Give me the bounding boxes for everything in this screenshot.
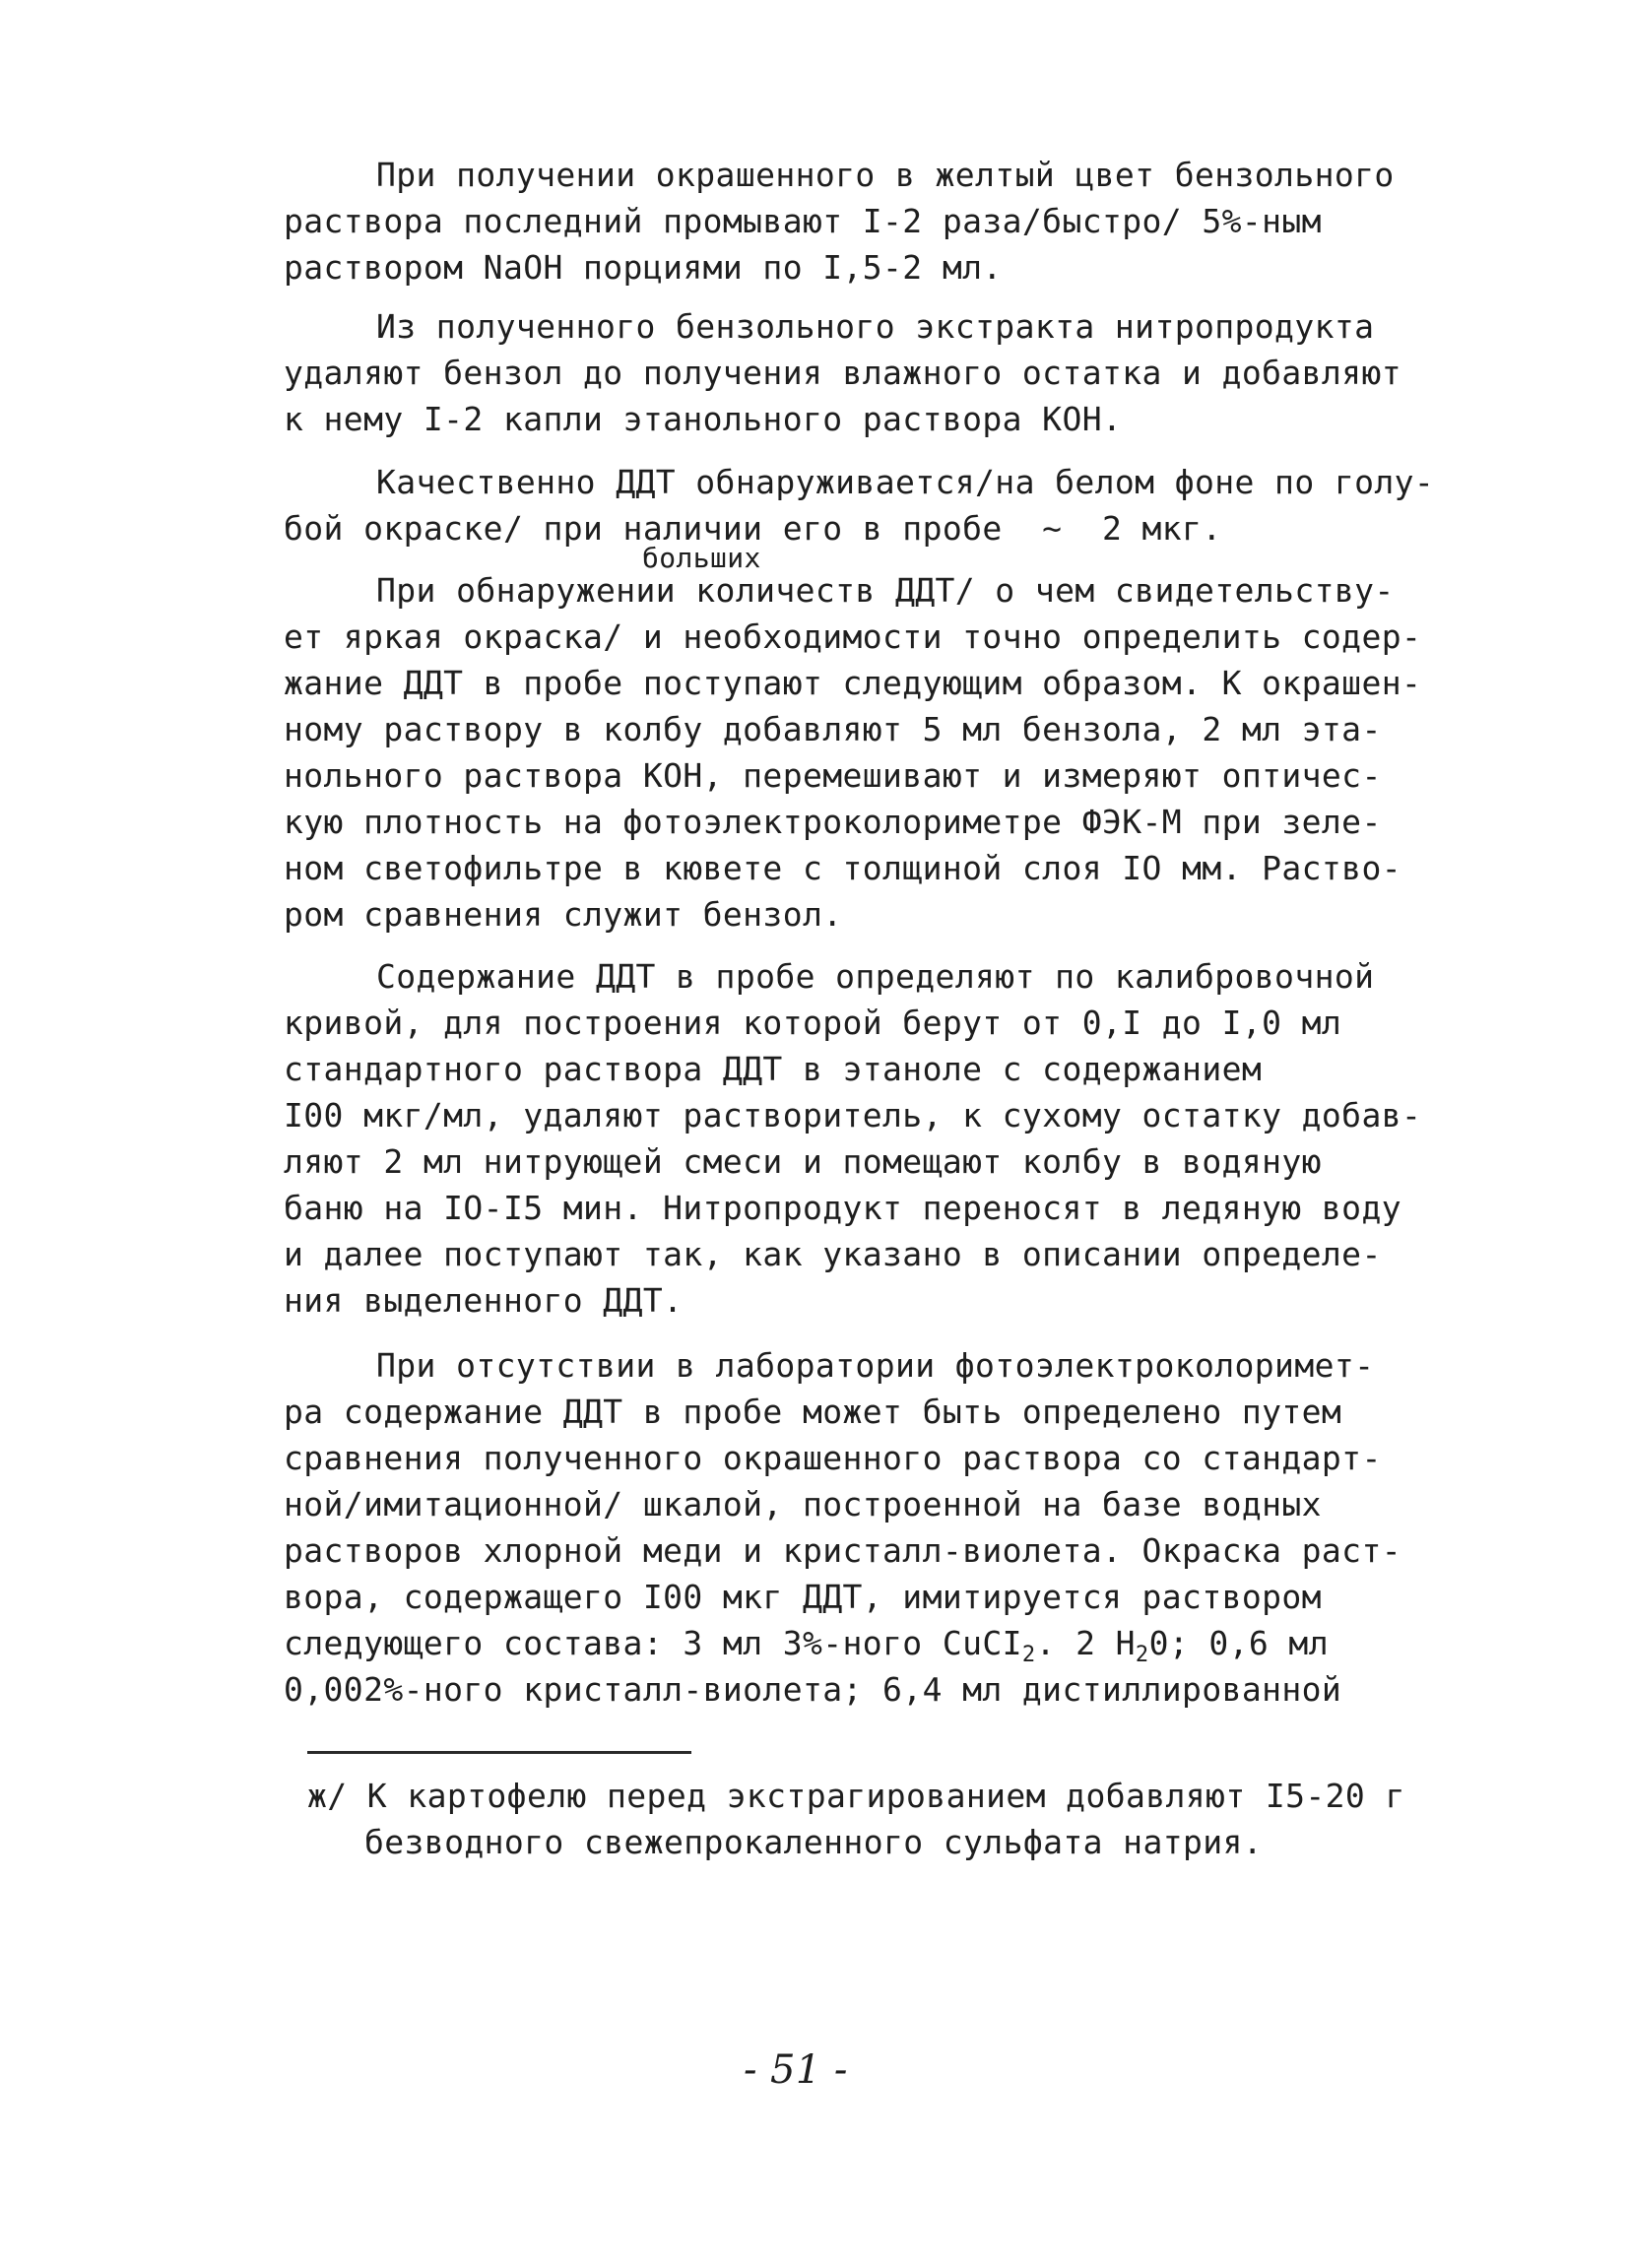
- paragraph-5-line-7: и далее поступают так, как указано в описании определе-: [284, 1235, 1382, 1273]
- paragraph-5-line-1: Содержание ДДТ в пробе определяют по калибровочной: [376, 957, 1375, 996]
- paragraph-3-line-2: бой окраске/ при наличии его в пробе ~ 2 мкг.: [284, 509, 1222, 548]
- footnote-line-2: безводного свежепрокаленного сульфата натрия.: [364, 1823, 1264, 1861]
- subscript-2-water: 2: [1135, 1643, 1149, 1667]
- paragraph-4-line-1: При обнаружении количеств ДДТ/ о чем свидетельству-: [376, 571, 1395, 610]
- paragraph-1-line-3: раствором NaOH порциями по I,5-2 мл.: [284, 248, 1003, 287]
- paragraph-6-line-8: 0,002%-ного кристалл-виолета; 6,4 мл дистиллированной: [284, 1670, 1342, 1709]
- paragraph-5-line-2: кривой, для построения которой берут от 0,I до I,0 мл: [284, 1004, 1342, 1042]
- formula-text-b: . 2 H: [1035, 1624, 1136, 1662]
- paragraph-2-line-3: к нему I-2 капли этанольного раствора КОН.: [284, 400, 1123, 438]
- paragraph-6-line-5: растворов хлорной меди и кристалл-виолета. Окраска раст-: [284, 1531, 1401, 1570]
- paragraph-4-line-4: ному раствору в колбу добавляют 5 мл бензола, 2 мл эта-: [284, 710, 1382, 748]
- paragraph-4-line-8: ром сравнения служит бензол.: [284, 895, 843, 934]
- footnote-line-1: ж/ К картофелю перед экстрагированием добавляют I5-20 г: [307, 1777, 1405, 1815]
- paragraph-5-line-4: I00 мкг/мл, удаляют растворитель, к сухому остатку добав-: [284, 1096, 1422, 1134]
- paragraph-1-line-1: При получении окрашенного в желтый цвет бензольного: [376, 156, 1395, 194]
- paragraph-5-line-5: ляют 2 мл нитрующей смеси и помещают колбу в водяную: [284, 1142, 1322, 1181]
- paragraph-6-line-7: [284, 1622, 1329, 1665]
- paragraph-4-line-7: ном светофильтре в кювете с толщиной слоя IO мм. Раство-: [284, 849, 1401, 887]
- paragraph-2-line-2: удаляют бензол до получения влажного остатка и добавляют: [284, 354, 1401, 392]
- paragraph-6-line-1: При отсутствии в лаборатории фотоэлектроколоримет-: [376, 1346, 1375, 1385]
- page-number: - 51 -: [744, 2047, 848, 2093]
- paragraph-6-line-3: сравнения полученного окрашенного раствора со стандарт-: [284, 1439, 1382, 1477]
- paragraph-6-line-6: вора, содержащего I00 мкг ДДТ, имитируется раствором: [284, 1578, 1322, 1616]
- paragraph-6-line-4: ной/имитационной/ шкалой, построенной на базе водных: [284, 1485, 1322, 1523]
- paragraph-6-line-2: ра содержание ДДТ в пробе может быть определено путем: [284, 1393, 1342, 1431]
- footnote-separator: [307, 1751, 691, 1754]
- subscript-2-copper-chloride: 2: [1021, 1643, 1036, 1667]
- handwritten-insertion: больших: [642, 542, 761, 574]
- paragraph-4-line-5: нольного раствора КОН, перемешивают и измеряют оптичес-: [284, 756, 1382, 795]
- paragraph-4-line-6: кую плотность на фотоэлектроколориметре ФЭК-М при зеле-: [284, 803, 1382, 841]
- paragraph-3-line-1: Качественно ДДТ обнаруживается/на белом фоне по голу-: [376, 463, 1435, 501]
- paragraph-1-line-2: раствора последний промывают I-2 раза/быстро/ 5%-ным: [284, 202, 1322, 240]
- paragraph-4-line-2: ет яркая окраска/ и необходимости точно определить содер-: [284, 617, 1422, 656]
- paragraph-5-line-8: ния выделенного ДДТ.: [284, 1281, 684, 1320]
- paragraph-5-line-3: стандартного раствора ДДТ в этаноле с содержанием: [284, 1050, 1263, 1088]
- formula-text-c: 0; 0,6 мл: [1148, 1624, 1329, 1662]
- paragraph-2-line-1: Из полученного бензольного экстракта нитропродукта: [376, 307, 1375, 346]
- paragraph-5-line-6: баню на IO-I5 мин. Нитропродукт переносят в ледяную воду: [284, 1189, 1401, 1227]
- formula-text-a: следующего состава: 3 мл 3%-ного CuCI: [284, 1624, 1022, 1662]
- paragraph-4-line-3: жание ДДТ в пробе поступают следующим образом. К окрашен-: [284, 664, 1422, 702]
